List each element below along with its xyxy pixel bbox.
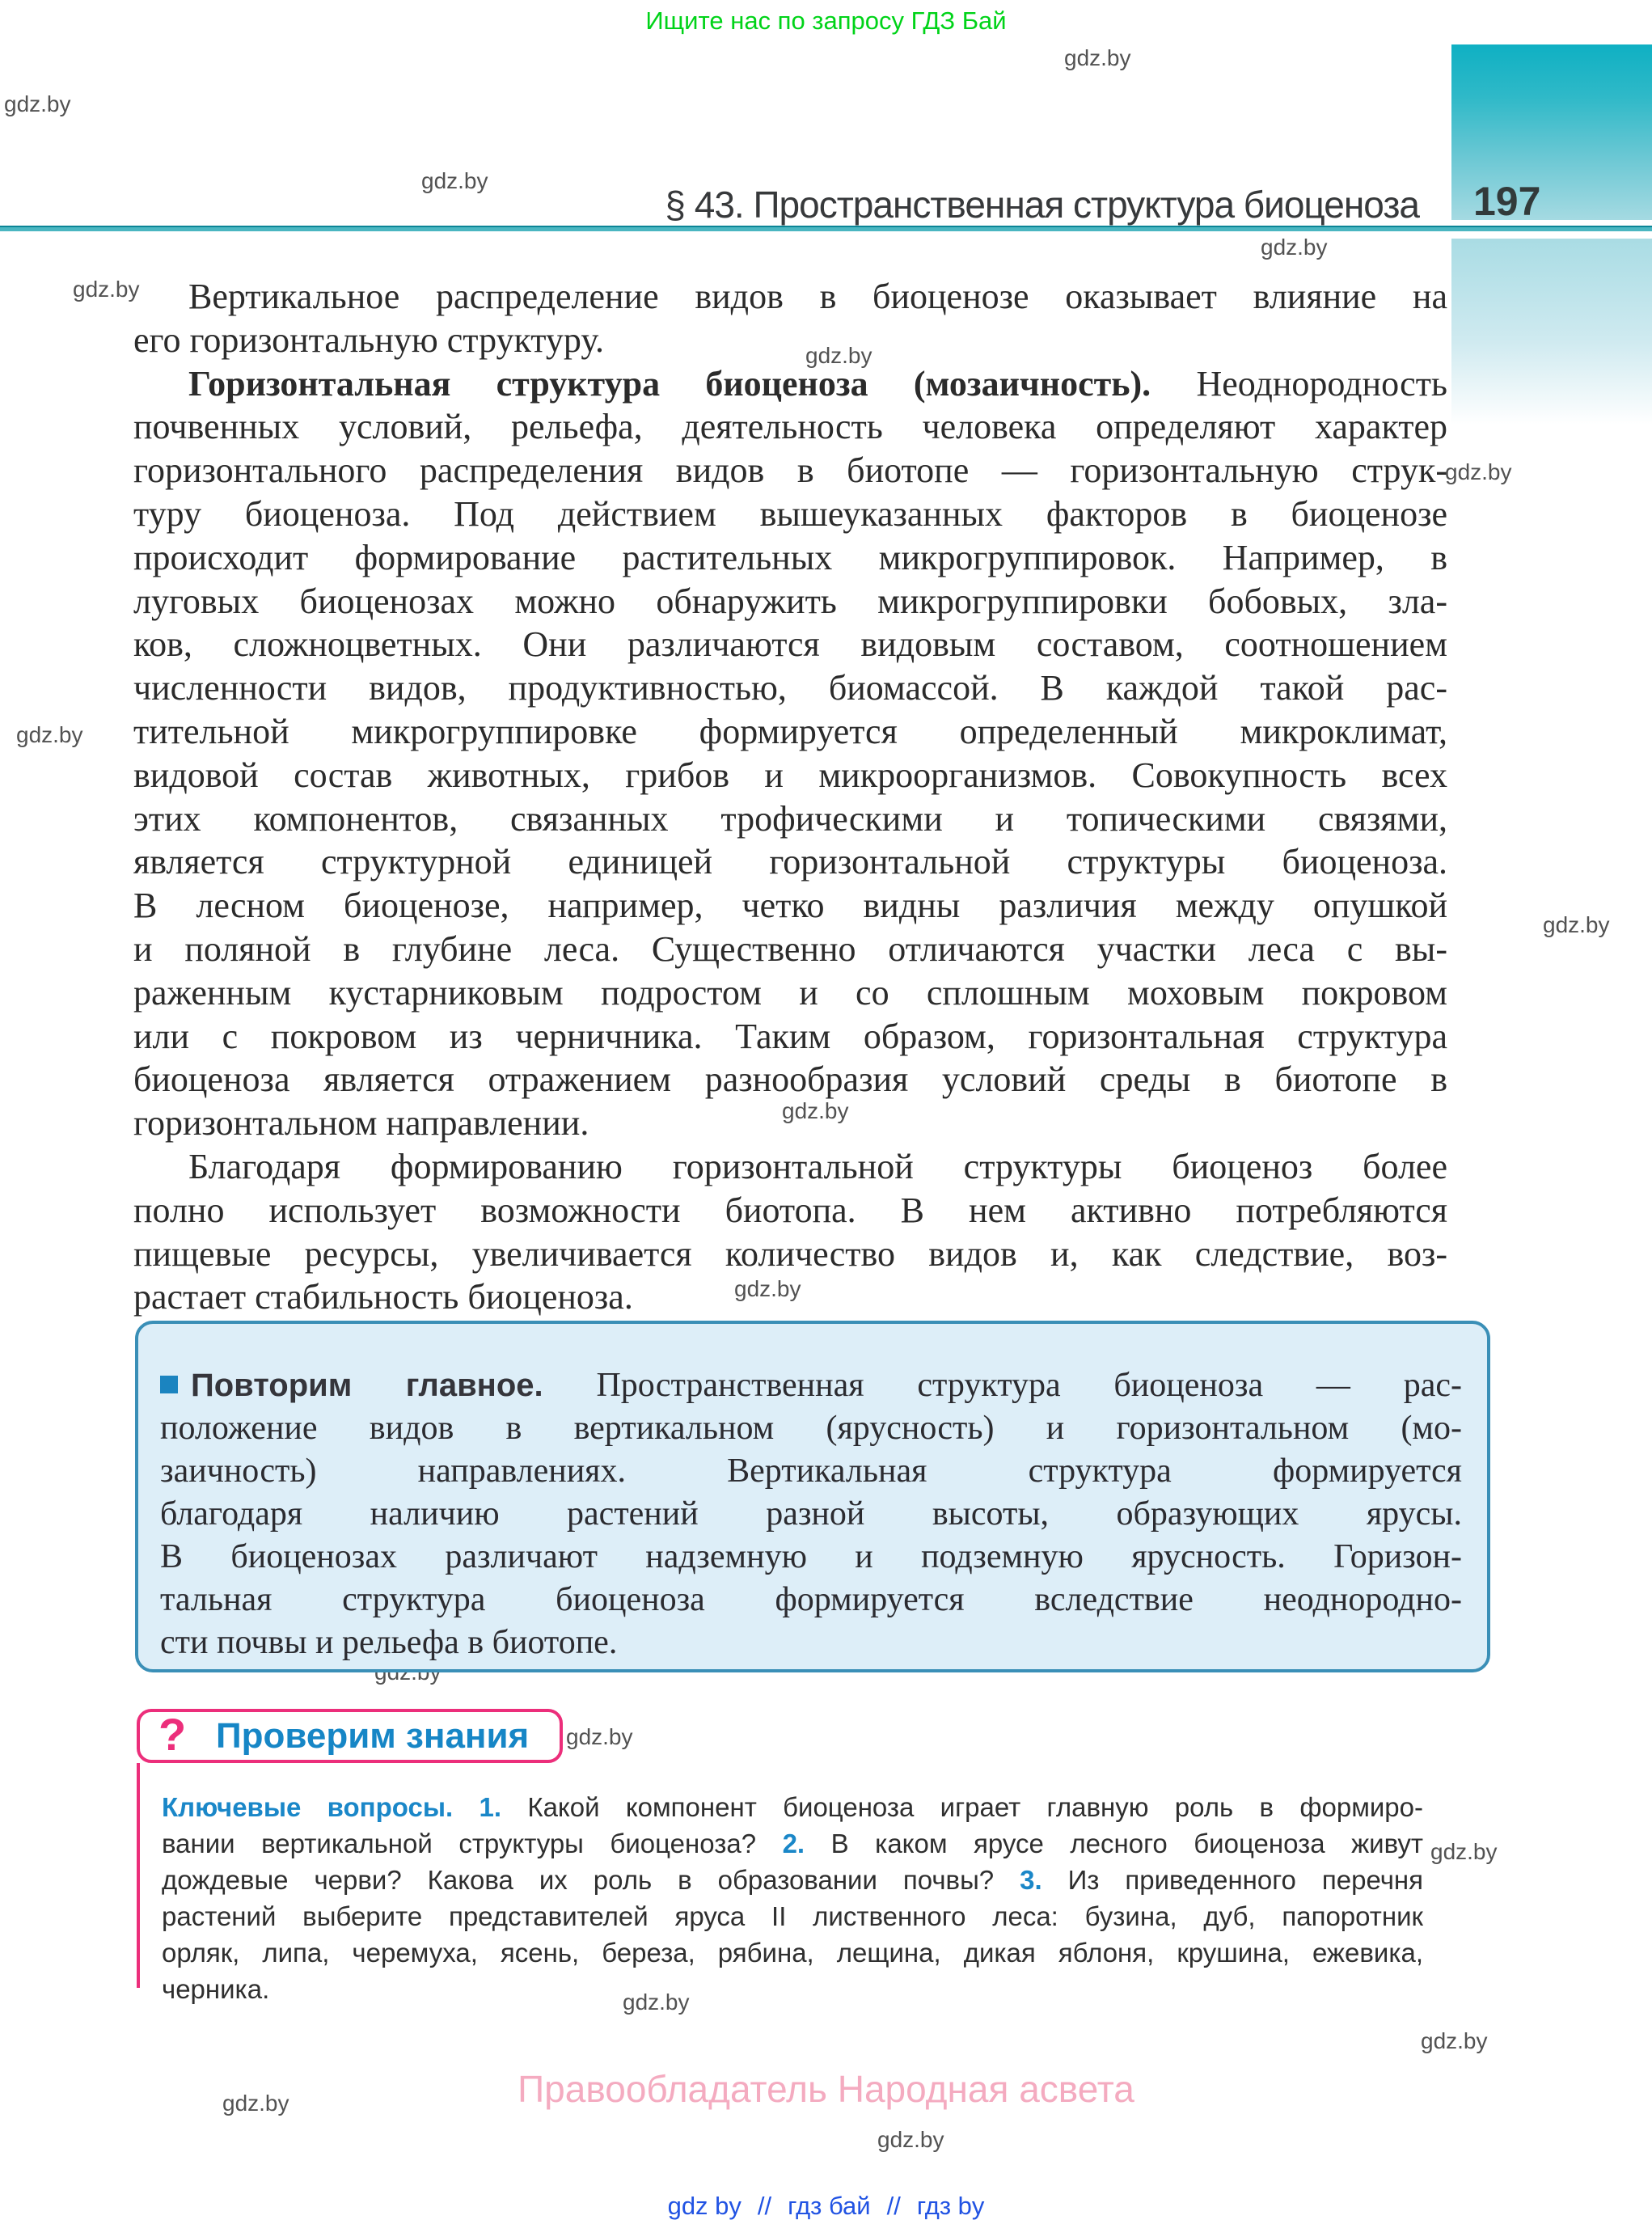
body-line: [133, 362, 1447, 406]
watermark: gdz.by: [4, 91, 71, 116]
copyright-notice: Правообладатель Народная асвета: [518, 2068, 1134, 2110]
body-line: происходит формирование растительных микрогруппировок. Например, в: [133, 538, 1447, 577]
summary-line: В биоценозах различают надземную и подземную ярусность. Горизон-: [160, 1538, 1462, 1575]
body-line: численности видов, продуктивностью, биомассой. В каждой такой рас-: [133, 668, 1447, 708]
body-line: горизонтальном направлении.: [133, 1103, 589, 1143]
question-mark-icon: ?: [158, 1709, 187, 1760]
watermark: gdz.by: [623, 1989, 690, 2015]
body-line: раженным кустарниковым подростом и со сплошным моховым покровом: [133, 973, 1447, 1013]
watermark: gdz.by: [1543, 912, 1610, 937]
question-number: 2.: [782, 1829, 805, 1858]
body-line: В лесном биоценозе, например, четко видны различия между опушкой: [133, 886, 1447, 925]
watermark: gdz.by: [1430, 1839, 1498, 1864]
watermark: gdz.by: [734, 1276, 801, 1301]
body-line: ков, сложноцветных. Они различаются видовым составом, соотношением: [133, 624, 1447, 664]
summary-line-text: Пространственная структура биоценоза — рас-: [543, 1367, 1462, 1404]
watermark: gdz.by: [1421, 2028, 1488, 2053]
square-bullet-icon: [160, 1376, 178, 1393]
body-line: пищевые ресурсы, увеличивается количество видов и, как следствие, воз-: [133, 1234, 1447, 1274]
footer-link[interactable]: гдз by: [916, 2192, 985, 2220]
check-knowledge-title: Проверим знания: [216, 1716, 530, 1756]
body-line: биоценоза является отражением разнообразия условий среды в биотопе в: [133, 1059, 1447, 1099]
summary-line: сти почвы и рельефа в биотопе.: [160, 1624, 618, 1661]
question-line: орляк, липа, черемуха, ясень, береза, рябина, лещина, дикая яблоня, крушина, ежевика,: [162, 1938, 1423, 1968]
body-line: или с покровом из черничника. Таким образом, горизонтальная структура: [133, 1017, 1447, 1056]
question-number: 3.: [1020, 1865, 1042, 1895]
body-line: туру биоценоза. Под действием вышеуказанных факторов в биоценозе: [133, 494, 1447, 534]
paragraph-lead: Горизонтальная структура биоценоза (мозаичность).: [188, 364, 1151, 404]
question-text: В каком ярусе лесного биоценоза живут: [805, 1829, 1423, 1858]
watermark: gdz.by: [421, 168, 488, 193]
footer-links: [0, 2192, 1652, 2221]
footer-link[interactable]: gdz by: [667, 2192, 741, 2220]
page-number: 197: [1473, 179, 1541, 224]
pink-section-rule: [137, 1763, 140, 1988]
question-number: 1.: [479, 1792, 502, 1822]
watermark: gdz.by: [877, 2127, 944, 2152]
question-line: [162, 1862, 1423, 1898]
watermark: gdz.by: [782, 1098, 849, 1123]
watermark: gdz.by: [1261, 235, 1328, 260]
question-line: растений выберите представителей яруса II лиственного леса: бузина, дуб, папоротник: [162, 1901, 1423, 1931]
question-text: Какой компонент биоценоза играет главную роль в формиро-: [501, 1792, 1424, 1822]
watermark: gdz.by: [1445, 459, 1512, 484]
watermark: gdz.by: [805, 343, 872, 368]
watermark: gdz.by: [73, 277, 140, 302]
link-separator: //: [886, 2192, 901, 2220]
question-line: [162, 1825, 1423, 1862]
watermark: gdz.by: [16, 722, 83, 747]
question-text: вании вертикальной структуры биоценоза?: [162, 1829, 783, 1858]
body-line: этих компонентов, связанных трофическими и топическими связями,: [133, 799, 1447, 839]
teal-gradient-box-bottom: [1451, 239, 1652, 425]
body-line: является структурной единицей горизонтальной структуры биоценоза.: [133, 842, 1447, 882]
body-line: почвенных условий, рельефа, деятельность человека определяют характер: [133, 407, 1447, 446]
header-rule: [0, 226, 1652, 231]
summary-title: Повторим главное.: [191, 1368, 543, 1403]
body-line: тительной микрогруппировке формируется определенный микроклимат,: [133, 712, 1447, 751]
question-line: [162, 1789, 1423, 1825]
body-line: горизонтального распределения видов в биотопе — горизонтальную струк-: [133, 450, 1447, 490]
question-text: Из приведенного перечня: [1041, 1865, 1423, 1895]
body-line-text: Неоднородность: [1151, 364, 1447, 404]
summary-line: заичность) направлениях. Вертикальная структура формируется: [160, 1452, 1462, 1490]
summary-line: [160, 1364, 1462, 1407]
key-questions-label: Ключевые вопросы.: [162, 1792, 454, 1822]
watermark: gdz.by: [222, 2091, 289, 2116]
body-line: его горизонтальную структуру.: [133, 320, 604, 360]
body-line: Вертикальное распределение видов в биоценозе оказывает влияние на: [188, 277, 1447, 316]
body-line: полно использует возможности биотопа. В нем активно потребляются: [133, 1190, 1447, 1230]
summary-line: благодаря наличию растений разной высоты, образующих ярусы.: [160, 1495, 1462, 1533]
question-line: черника.: [162, 1974, 270, 2004]
body-line: луговых биоценозах можно обнаружить микрогруппировки бобовых, зла-: [133, 581, 1447, 621]
watermark: gdz.by: [566, 1724, 633, 1749]
summary-line: тальная структура биоценоза формируется вследствие неоднородно-: [160, 1581, 1462, 1618]
body-line: растает стабильность биоценоза.: [133, 1277, 633, 1317]
top-search-notice: Ищите нас по запросу ГДЗ Бай: [645, 6, 1007, 35]
footer-link[interactable]: гдз бай: [788, 2192, 871, 2220]
link-separator: //: [757, 2192, 772, 2220]
watermark: gdz.by: [1064, 45, 1131, 70]
section-title: § 43. Пространственная структура биоценоза: [665, 184, 1419, 226]
body-line: Благодаря формированию горизонтальной структуры биоценоз более: [188, 1147, 1447, 1186]
question-text: дождевые черви? Какова их роль в образовании почвы?: [162, 1865, 1020, 1895]
summary-line: положение видов в вертикальном (ярусность) и горизонтальном (мо-: [160, 1410, 1462, 1447]
body-line: и поляной в глубине леса. Существенно отличаются участки леса с вы-: [133, 929, 1447, 969]
body-line: видовой состав животных, грибов и микроорганизмов. Совокупность всех: [133, 755, 1447, 795]
